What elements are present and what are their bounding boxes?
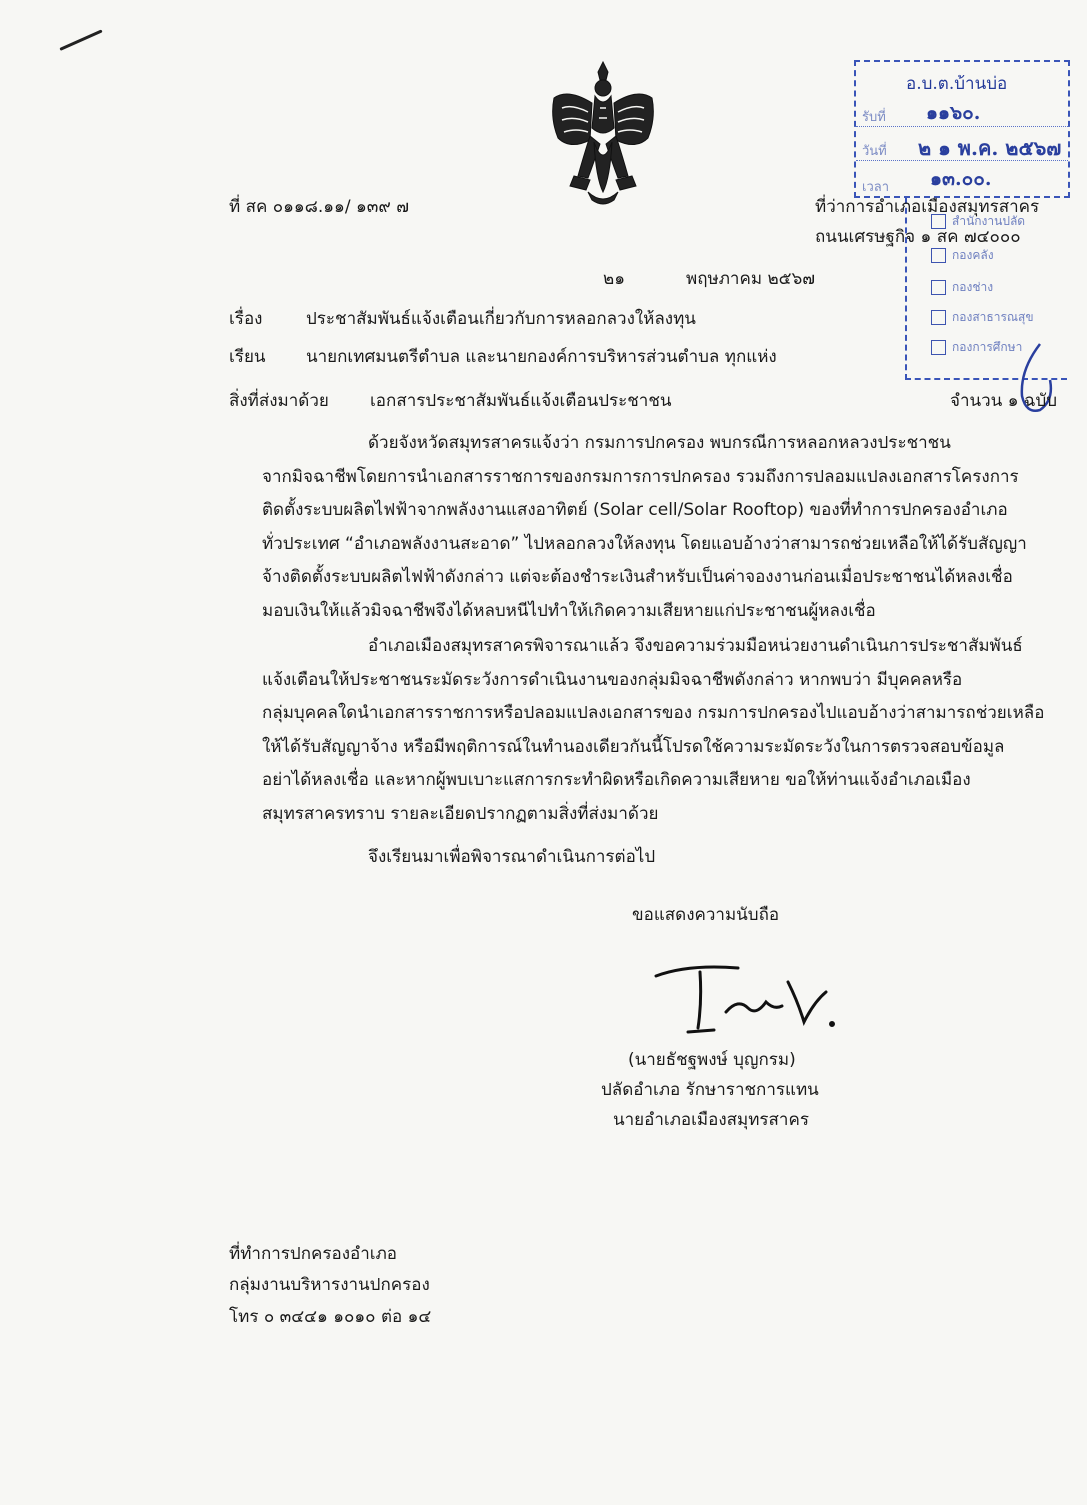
- routing-item[interactable]: กองคลัง: [931, 246, 994, 265]
- enclosure-label: สิ่งที่ส่งมาด้วย: [229, 391, 329, 411]
- checkbox-icon: [931, 248, 946, 263]
- paragraph-line: สมุทรสาครทราบ รายละเอียดปรากฏตามสิ่งที่ส่งมาด้วย: [262, 803, 659, 824]
- recipient-text: นายกเทศมนตรีตำบล และนายกองค์การบริหารส่วนตำบล ทุกแห่ง: [306, 347, 777, 367]
- paragraph-line: ติดตั้งระบบผลิตไฟฟ้าจากพลังงานแสงอาทิตย์ (Solar cell/Solar Rooftop) ของที่ทำการปกครองอำเภอ: [262, 500, 1008, 520]
- paragraph-line: แจ้งเตือนให้ประชาชนระมัดระวังการดำเนินงานของกลุ่มมิจฉาชีพดังกล่าว หากพบว่า มีบุคคลหรือ: [262, 669, 963, 690]
- paragraph-line: จ้างติดตั้งระบบผลิตไฟฟ้าดังกล่าว แต่จะต้องชำระเงินสำหรับเป็นค่าจองงานก่อนเมื่อประชาชนได้หลงเชื่อ: [262, 567, 1013, 587]
- footer-phone: โทร ๐ ๓๔๔๑ ๑๐๑๐ ต่อ ๑๔: [229, 1307, 432, 1327]
- routing-item[interactable]: กองการศึกษา: [931, 338, 1022, 357]
- body-paragraph-1: [262, 427, 1067, 628]
- paragraph-line: จากมิจฉาชีพโดยการนำเอกสารราชการของกรมการการปกครอง รวมถึงการปลอมแปลงเอกสารโครงการ: [262, 466, 1019, 487]
- closing-salutation: ขอแสดงความนับถือ: [632, 905, 780, 925]
- routing-item[interactable]: สำนักงานปลัด: [931, 212, 1025, 231]
- office-address-line1: ที่ว่าการอำเภอเมืองสมุทรสาคร: [815, 197, 1040, 217]
- subject-label: เรื่อง: [229, 309, 263, 329]
- reference-number: ที่ สค ๐๑๑๘.๑๑/ ๑๓๙ ๗: [229, 197, 410, 217]
- garuda-emblem-icon: [548, 58, 658, 208]
- closing-paragraph: จึงเรียนมาเพื่อพิจารณาดำเนินการต่อไป: [368, 847, 656, 867]
- footer-office: ที่ทำการปกครองอำเภอ: [229, 1244, 398, 1264]
- checkbox-icon: [931, 280, 946, 295]
- signer-title-1: ปลัดอำเภอ รักษาราชการแทน: [601, 1080, 819, 1100]
- routing-item[interactable]: กองช่าง: [931, 278, 993, 297]
- signature-icon: [648, 962, 838, 1042]
- subject-text: ประชาสัมพันธ์แจ้งเตือนเกี่ยวกับการหลอกลวงให้ลงทุน: [306, 309, 696, 329]
- body-paragraph-2: [262, 630, 1067, 831]
- stamp-date: ๒ ๑ พ.ค. ๒๕๖๗: [918, 136, 1062, 160]
- paragraph-line: อำเภอเมืองสมุทรสาครพิจารณาแล้ว จึงขอความร่วมมือหน่วยงานดำเนินการประชาสัมพันธ์: [368, 636, 1023, 656]
- recipient-label: เรียน: [229, 347, 266, 367]
- stamp-row-receive: [856, 96, 1068, 127]
- stamp-date-label: วันที่: [862, 144, 887, 159]
- checkbox-icon: [931, 310, 946, 325]
- stamp-row-date: [856, 128, 1068, 161]
- routing-item[interactable]: กองสาธารณสุข: [931, 308, 1034, 327]
- paragraph-line: มอบเงินให้แล้วมิจฉาชีพจึงได้หลบหนีไปทำให้เกิดความเสียหายแก่ประชาชนผู้หลงเชื่อ: [262, 600, 876, 621]
- paragraph-line: ทั่วประเทศ “อำเภอพลังงานสะอาด” ไปหลอกลวงให้ลงทุน โดยแอบอ้างว่าสามารถช่วยเหลือให้ได้รับสัญญา: [262, 533, 1027, 554]
- footer-department: กลุ่มงานบริหารงานปกครอง: [229, 1275, 430, 1295]
- date-day: ๒๑: [603, 269, 625, 289]
- checkbox-icon: [931, 340, 946, 355]
- receipt-stamp: [854, 60, 1070, 198]
- stamp-receive-no: ๑๑๖๐.: [926, 102, 981, 124]
- stamp-row-time: [856, 162, 1068, 195]
- enclosure-count: จำนวน ๑ ฉบับ: [950, 391, 1058, 411]
- enclosure-text: เอกสารประชาสัมพันธ์แจ้งเตือนประชาชน: [370, 391, 672, 411]
- paragraph-line: ให้ได้รับสัญญาจ้าง หรือมีพฤติการณ์ในทำนองเดียวกันนี้โปรดใช้ความระมัดระวังในการตรวจสอบข้อมูล: [262, 736, 1005, 757]
- paragraph-line: อย่าได้หลงเชื่อ และหากผู้พบเบาะแสการกระทำผิดหรือเกิดความเสียหาย ขอให้ท่านแจ้งอำเภอเมือง: [262, 770, 971, 790]
- date-month-year: พฤษภาคม ๒๕๖๗: [686, 269, 816, 289]
- stamp-org: อ.บ.ต.บ้านบ่อ: [906, 74, 1008, 94]
- paragraph-line: กลุ่มบุคคลใดนำเอกสารราชการหรือปลอมแปลงเอกสารของ กรมการปกครองไปแอบอ้างว่าสามารถช่วยเหลือ: [262, 703, 1045, 723]
- signer-title-2: นายอำเภอเมืองสมุทรสาคร: [613, 1110, 809, 1130]
- scan-mark: [59, 29, 102, 50]
- stamp-receive-label: รับที่: [862, 110, 886, 125]
- signer-name: (นายธัชฐพงษ์ บุญกรม): [628, 1050, 796, 1070]
- office-address-line2: ถนนเศรษฐกิจ ๑ สค ๗๔๐๐๐: [815, 227, 1021, 247]
- stamp-time-label: เวลา: [862, 180, 890, 195]
- paragraph-line: ด้วยจังหวัดสมุทรสาครแจ้งว่า กรมการปกครอง พบกรณีการหลอกหลวงประชาชน: [368, 433, 951, 453]
- stamp-time: ๑๓.๐๐.: [930, 168, 992, 190]
